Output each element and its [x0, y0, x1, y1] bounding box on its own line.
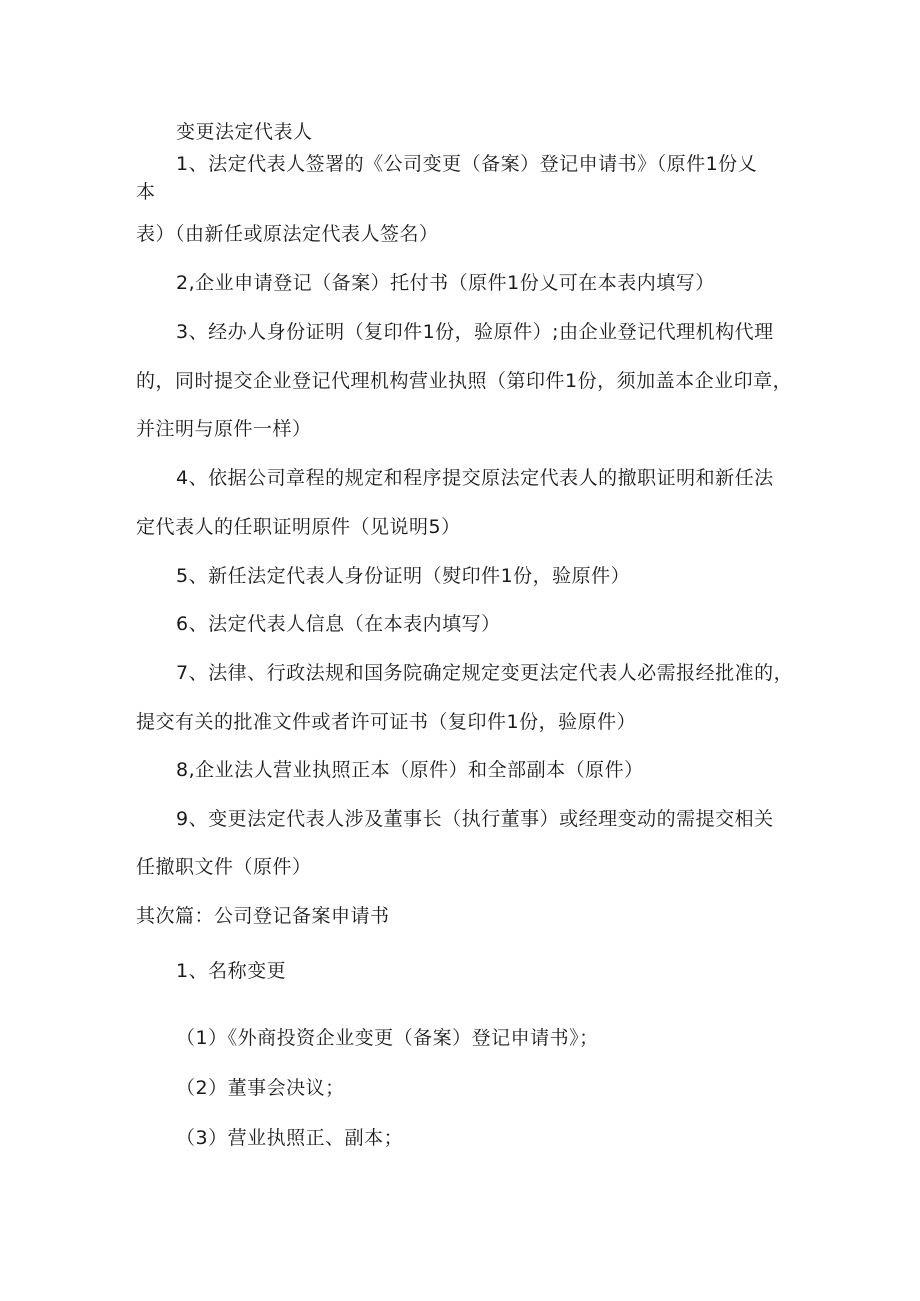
- item-6: 6、法定代表人信息（在本表内填写）: [176, 613, 501, 635]
- subsection-1-item-3: （3）营业执照正、副本；: [176, 1127, 404, 1149]
- item-3-line-1: 3、经办人身份证明（复印件1份，验原件）;由企业登记代理机构代理: [176, 321, 774, 343]
- item-3-line-3: 并注明与原件一样）: [136, 418, 312, 440]
- item-1-line-1: 1、法定代表人签署的《公司变更（备案）登记申请书》（原件1份乂: [176, 153, 758, 175]
- item-5: 5、新任法定代表人身份证明（熨印件1份，验原件）: [176, 565, 631, 587]
- subsection-1-item-2: （2）董事会决议；: [176, 1077, 345, 1099]
- subsection-1-item-1: （1）《外商投资企业变更（备案）登记申请书》；: [176, 1027, 599, 1049]
- item-1-line-3: 表）（由新任或原法定代表人签名）: [136, 223, 439, 245]
- item-3-line-2: 的，同时提交企业登记代理机构营业执照（第印件1份，须加盖本企业印章，: [136, 370, 793, 392]
- section-title: 变更法定代表人: [176, 121, 313, 143]
- part-2-title: 其次篇：公司登记备案申请书: [136, 905, 390, 927]
- item-4-line-2: 定代表人的任职证明原件（见说明5）: [136, 516, 461, 538]
- item-1-line-2: 本: [136, 181, 156, 203]
- item-9-line-1: 9、变更法定代表人涉及董事长（执行董事）或经理变动的需提交相关: [176, 808, 774, 830]
- item-9-line-2: 任撤职文件（原件）: [136, 856, 312, 878]
- subsection-1-title: 1、名称变更: [176, 960, 287, 982]
- item-7-line-2: 提交有关的批准文件或者许可证书（复印件1份，验原件）: [136, 711, 637, 733]
- item-2: 2,企业申请登记（备案）托付书（原件1份乂可在本表内填写）: [176, 272, 715, 294]
- item-4-line-1: 4、依据公司章程的规定和程序提交原法定代表人的撤职证明和新任法: [176, 467, 774, 489]
- item-8: 8,企业法人营业执照正本（原件）和全部副本（原件）: [176, 759, 644, 781]
- item-7-line-1: 7、法律、行政法规和国务院确定规定变更法定代表人必需报经批准的，: [176, 662, 794, 684]
